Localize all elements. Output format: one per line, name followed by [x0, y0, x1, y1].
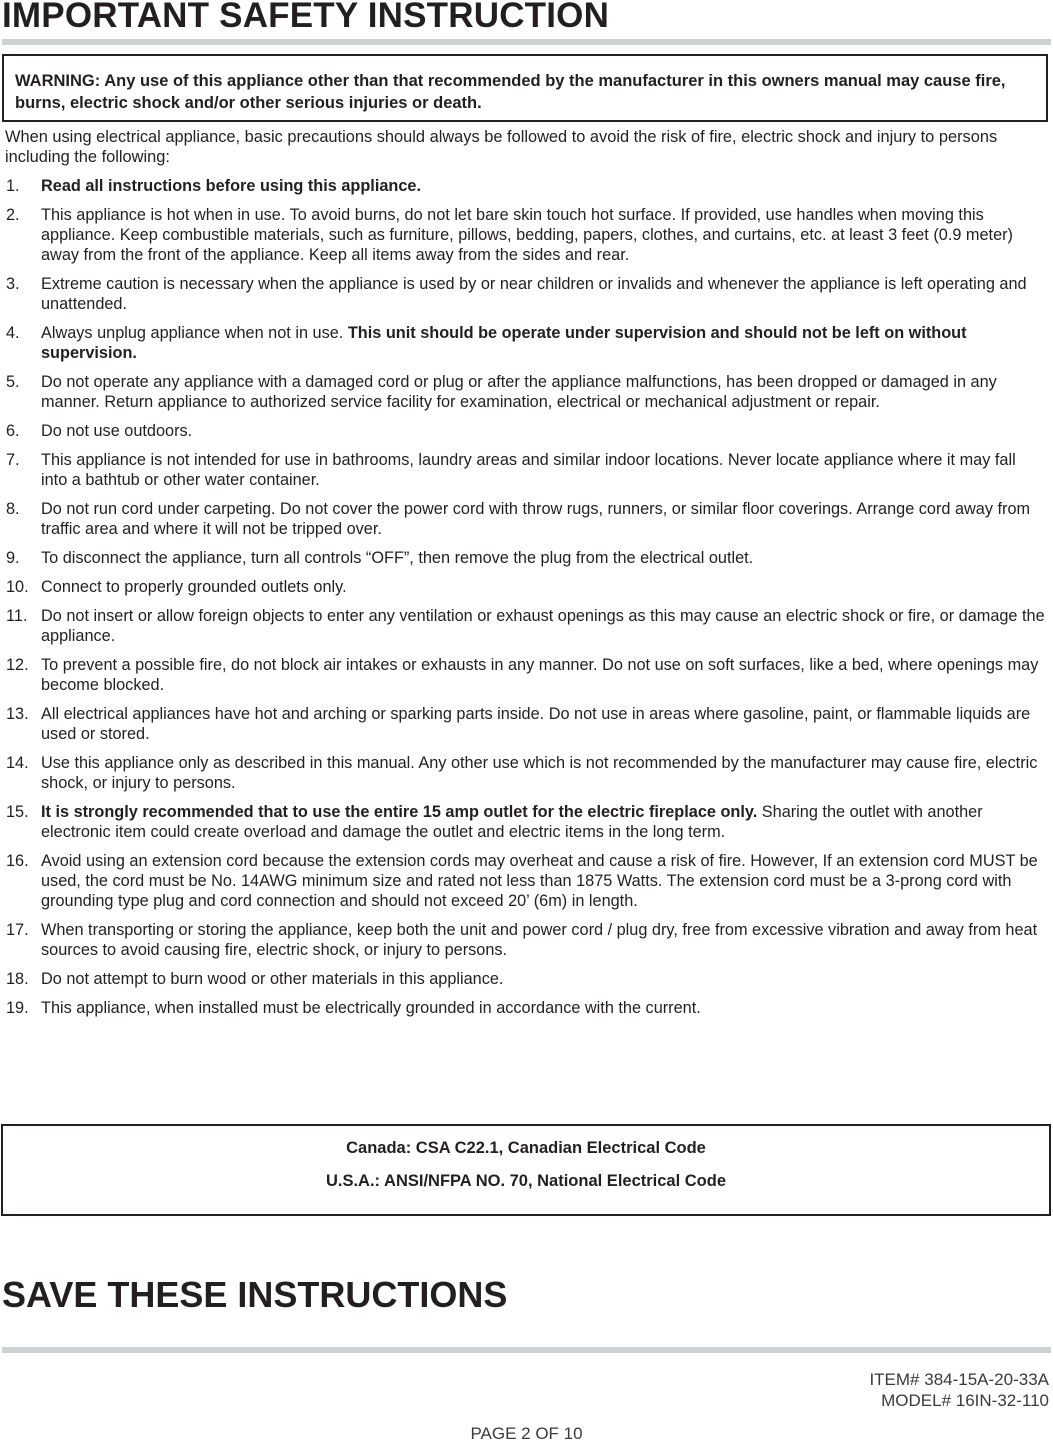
list-item-number: 5.: [6, 373, 20, 391]
footer-divider: [2, 1347, 1051, 1353]
list-item-number: 6.: [6, 422, 20, 440]
page-number: PAGE 2 OF 10: [470, 1424, 583, 1443]
warning-box: [2, 54, 1048, 122]
intro-text: When using electrical appliance, basic precautions should always be followed to avoid the risk of fire, electric shock and injury to persons including the following:: [5, 128, 998, 166]
list-item-number: 8.: [6, 500, 20, 518]
list-item: [6, 969, 1046, 989]
list-item-text: To disconnect the appliance, turn all controls “OFF”, then remove the plug from the electrical outlet.: [41, 549, 754, 567]
list-item: [6, 851, 1046, 911]
usa-code: U.S.A.: ANSI/NFPA NO. 70, National Electrical Code: [325, 1172, 727, 1190]
list-item-text: Avoid using an extension cord because the extension cords may overheat and cause a risk of fire. However, If an extension cord MUST be used, the cord must be No. 14AWG minimum size and rated not less than 1875 Watts. The extension cord must be a 3-prong cord with grounding type plug and cord connection and should not exceed 20’ (6m) in length.: [41, 852, 1038, 910]
list-item-text: Sharing the outlet with another electronic item could create overload and damage the outlet and electric items in the long term.: [41, 803, 983, 841]
list-item: [6, 274, 1046, 314]
list-item-text: Use this appliance only as described in this manual. Any other use which is not recommended by the manufacturer may cause fire, electric shock, or injury to persons.: [41, 754, 1038, 792]
list-item-text: Do not insert or allow foreign objects to enter any ventilation or exhaust openings as this may cause an electric shock or fire, or damage the appliance.: [41, 607, 1045, 645]
electrical-code-box: [1, 1124, 1051, 1216]
save-instructions-title: SAVE THESE INSTRUCTIONS: [2, 1274, 508, 1315]
page-title: IMPORTANT SAFETY INSTRUCTION: [2, 0, 610, 35]
list-item-text: Do not run cord under carpeting. Do not cover the power cord with throw rugs, runners, or similar floor coverings. Arrange cord away from traffic area and where it will not be tripped over.: [41, 500, 1031, 538]
list-item: [6, 499, 1046, 539]
list-item: [6, 606, 1046, 646]
title-divider: [2, 39, 1051, 45]
list-item: [6, 372, 1046, 412]
list-item-number: 9.: [6, 549, 20, 567]
list-item-text: This appliance, when installed must be electrically grounded in accordance with the current.: [41, 999, 701, 1017]
item-number: ITEM# 384-15A-20-33A: [869, 1370, 1049, 1389]
list-item-text: Do not attempt to burn wood or other materials in this appliance.: [41, 970, 504, 988]
list-item-number: 19.: [6, 999, 29, 1017]
list-item: [6, 655, 1046, 695]
list-item-text: This appliance is not intended for use in bathrooms, laundry areas and similar indoor locations. Never locate appliance where it may fall into a bathtub or other water container.: [41, 451, 1016, 489]
list-item: [6, 998, 1046, 1018]
list-item: [6, 323, 1046, 363]
list-item-number: 12.: [6, 656, 29, 674]
list-item: [6, 802, 1046, 842]
list-item-number: 16.: [6, 852, 29, 870]
list-item-text: To prevent a possible fire, do not block air intakes or exhausts in any manner. Do not use on soft surfaces, like a bed, where openings may become blocked.: [41, 656, 1039, 694]
list-item-number: 10.: [6, 578, 29, 596]
list-item: [6, 577, 1046, 597]
list-item-number: 2.: [6, 206, 20, 224]
list-item: [6, 753, 1046, 793]
list-item-number: 1.: [6, 177, 20, 195]
list-item-number: 4.: [6, 324, 20, 342]
list-item-bold-text: This unit should be operate under supervision and should not be left on without supervision.: [41, 324, 967, 362]
list-item-text: Extreme caution is necessary when the appliance is used by or near children or invalids and whenever the appliance is left operating and unattended.: [41, 275, 1027, 313]
list-item: [6, 704, 1046, 744]
list-item: [6, 205, 1046, 265]
list-item-text: Do not operate any appliance with a damaged cord or plug or after the appliance malfunctions, has been dropped or damaged in any manner. Return appliance to authorized service facility for examination, electrical or mechanical adjustment or repair.: [41, 373, 997, 411]
list-item-text: Do not use outdoors.: [41, 422, 193, 440]
list-item-number: 7.: [6, 451, 20, 469]
list-item-number: 3.: [6, 275, 20, 293]
list-item-number: 14.: [6, 754, 29, 772]
list-item-text: Always unplug appliance when not in use.: [41, 324, 348, 342]
list-item-number: 15.: [6, 803, 29, 821]
canada-code: Canada: CSA C22.1, Canadian Electrical Code: [346, 1139, 706, 1157]
list-item: [6, 548, 1046, 568]
list-item-bold-text: Read all instructions before using this appliance.: [41, 177, 421, 195]
model-number: MODEL# 16IN-32-110: [881, 1391, 1049, 1410]
list-item-text: This appliance is hot when in use. To avoid burns, do not let bare skin touch hot surface. If provided, use handles when moving this appliance. Keep combustible materials, such as furniture, pillows, bedding, papers, clothes, and curtains, etc. at least 3 feet (0.9 meter) away from the front of the appliance. Keep all items away from the sides and rear.: [41, 206, 1013, 264]
list-item: [6, 920, 1046, 960]
list-item-text: Connect to properly grounded outlets only.: [41, 578, 347, 596]
item-model-block: [869, 1369, 1049, 1411]
list-item-number: 18.: [6, 970, 29, 988]
list-item-text: All electrical appliances have hot and arching or sparking parts inside. Do not use in areas where gasoline, paint, or flammable liquids are used or stored.: [41, 705, 1031, 743]
list-item: [6, 176, 1046, 196]
list-item-text: When transporting or storing the appliance, keep both the unit and power cord / plug dry, free from excessive vibration and away from heat sources to avoid causing fire, electric shock, or injury to persons.: [41, 921, 1038, 959]
warning-text: WARNING: Any use of this appliance other than that recommended by the manufacturer in this owners manual may cause fire, burns, electric shock and/or other serious injuries or death.: [15, 72, 1006, 112]
list-item: [6, 450, 1046, 490]
list-item-number: 13.: [6, 705, 29, 723]
list-item-bold-text: It is strongly recommended that to use the entire 15 amp outlet for the electric fireplace only.: [41, 803, 758, 821]
list-item-number: 11.: [6, 607, 28, 625]
list-item-number: 17.: [6, 921, 29, 939]
instruction-list: [6, 176, 1046, 1027]
list-item: [6, 421, 1046, 441]
